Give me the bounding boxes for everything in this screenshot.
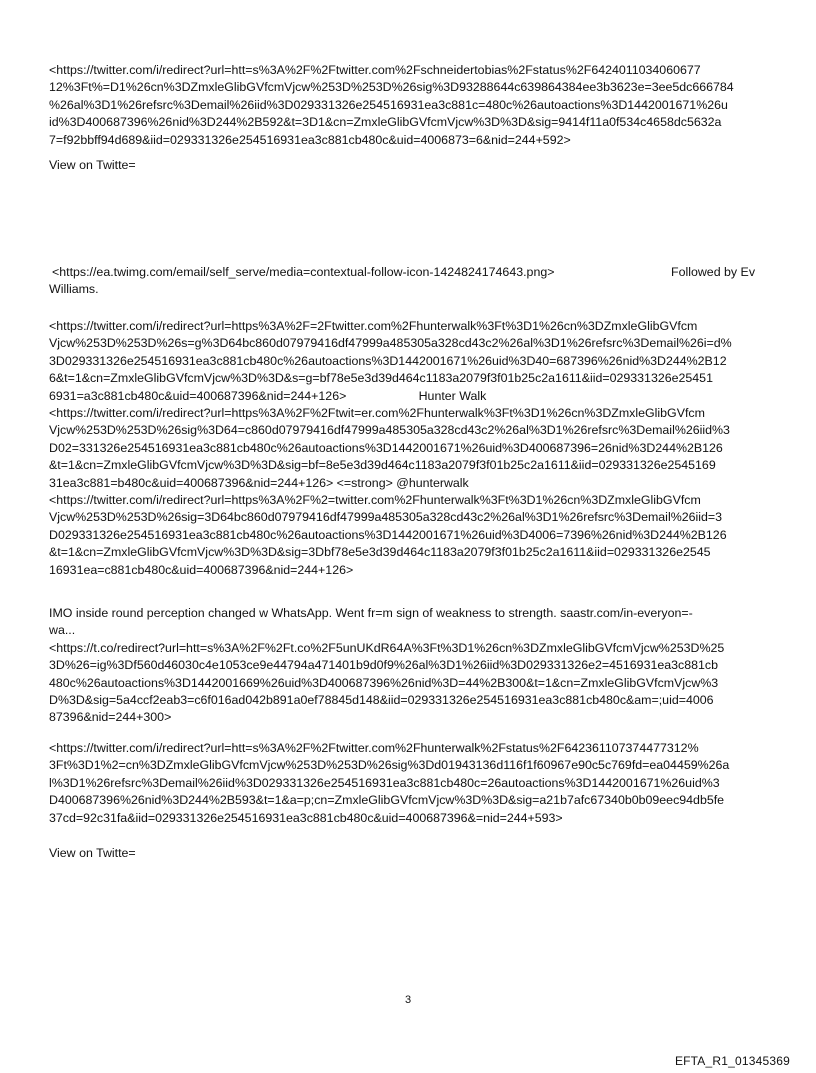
followed-by-name-continued: Williams. [49, 282, 99, 297]
status-link-hunterwalk: <https://twitter.com/i/redirect?url=htt=s%3A%2F%2Ftwitter.com%2Fhunterwalk%2Fstatus%2F642361107374477312% 3Ft%3D1%2=cn%3DZmxleGlibGVfcmVjcw%253D%253D%26sig%3Dd01943136d116f1f60967e90c5c769fd=ea04459%26a l%3D1%26refsrc%3Demail%26iid%3D029331326e254516931ea3c881cb480c=26autoactions%3D1442001671%26uid%3 D400687396%26nid%3D244%2B593&t=1&a=p;cn=ZmxleGlibGVfcmVjcw%3D%3D&sig=a21b7afc67340b0b09eec94db5fe 37cd=92c31fa&iid=029331326e254516931ea3c881cb480c&uid=400687396&=nid=244+593> [49, 741, 730, 825]
tweet-text-and-link: IMO inside round perception changed w WhatsApp. Went fr=m sign of weakness to strength. saastr.com/in-everyon=- wa... <https://t.co/redirect?url=htt=s%3A%2F%2Ft.co%2F5unUKdR64A%3Ft%3D1%26cn%3DZmxleGlibGVfcmVjcw%253D%25 3D%26=ig%3Df560d46030c4e1053ce9e44794a471401b9d0f9%26al%3D1%26iid%3D029331326e2=4516931ea3c881cb 480c%26autoactions%3D1442001669%26uid%3D400687396%26nid%3D=44%2B300&t=1&cn=ZmxleGlibGVfcmVjcw%3 D%3D&sig=5a4ccf2eab3=c6f016ad042b891a0ef78845d148&iid=029331326e254516931ea3c881cb480c&am=;uid=4006 87396&nid=244+300> [49, 606, 725, 725]
bates-number: EFTA_R1_01345369 [674, 1054, 790, 1068]
page-number: 3 [404, 994, 412, 1006]
view-on-twitter-text: View on Twitte= [49, 158, 136, 172]
status-link-schneidertobias: <https://twitter.com/i/redirect?url=htt=s%3A%2F%2Ftwitter.com%2Fschneidertobias%2Fstatus%2F6424011034060677 12%3Ft%=D1%26cn%3DZmxleGlibGVfcmVjcw%253D%253D%26sig%3D93288644c639864384ee3b3623e=3ee5dc666784 %26al%3D1%26refsrc%3Demail%26iid%3D029331326e254516931ea3c881c=480c%26autoactions%3D1442001671%26u id%3D400687396%26nid%3D244%2B592&t=3D1&cn=ZmxleGlibGVfcmVjcw%3D%3D&sig=9414f11a0f534c4658dc5632a 7=f92bbff94d689&iid=029331326e254516931ea3c881cb480c&uid=4006873=6&nid=244+592> [49, 63, 734, 147]
followed-by-text: Followed by Ev [671, 265, 756, 279]
profile-links-hunterwalk: <https://twitter.com/i/redirect?url=https%3A%2F=2Ftwitter.com%2Fhunterwalk%3Ft%3D1%26cn%3DZmxleGlibGVfcm Vjcw%253D%253D%26s=g%3D64bc860d07979416df47999a485305a328cd43c2%26al%3D1%26refsrc%3Demail%26i=d% 3D029331326e254516931ea3c881cb480c%26autoactions%3D1442001671%26uid%3D40=687396%26nid%3D244%2B12 6&t=1&cn=ZmxleGlibGVfcmVjcw%3D%3D&s=g=bf78e5e3d39d464c1183a2079f3f01b25c2a1611&iid=029331326e25451 6931=a3c881cb480c&uid=400687396&nid=244+126> Hunter Walk <https://twitter.com/i/redirect?url=https%3A%2F%2Ftwit=er.com%2Fhunterwalk%3Ft%3D1%26cn%3DZmxleGlibGVfcm Vjcw%253D%253D%26sig%3D64=c860d07979416df47999a485305a328cd43c2%26al%3D1%26refsrc%3Demail%26iid%3 D02=331326e254516931ea3c881cb480c%26autoactions%3D1442001671%26uid%3D400687396=26nid%3D244%2B126 &t=1&cn=ZmxleGlibGVfcmVjcw%3D%3D&sig=bf=8e5e3d39d464c1183a2079f3f01b25c2a1611&iid=029331326e2545169 31ea3c881=b480c&uid=400687396&nid=244+126> <=strong> @hunterwalk <https://twitter.com/i/redirect?url=https%3A%2F%2=twitter.com%2Fhunterwalk%3Ft%3D1%26cn%3DZmxleGlibGVfcm Vjcw%253D%253D%26sig=3D64bc860d07979416df47999a485305a328cd43c2%26al%3D1%26refsrc%3Demail%26iid=3 D029331326e254516931ea3c881cb480c%26autoactions%3D1442001671%26uid%3D4006=7396%26nid%3D244%2B126 &t=1&cn=ZmxleGlibGVfcmVjcw%3D%3D&sig=3Dbf78e5e3d39d464c1183a2079f3f01b25c2a1611&iid=029331326e2545 16931ea=c881cb480c&uid=400687396&nid=244+126> [49, 319, 732, 577]
view-on-twitter-text-2: View on Twitte= [49, 846, 136, 860]
follow-icon-url: <https://ea.twimg.com/email/self_serve/media=contextual-follow-icon-1424824174643.png> [52, 265, 555, 279]
